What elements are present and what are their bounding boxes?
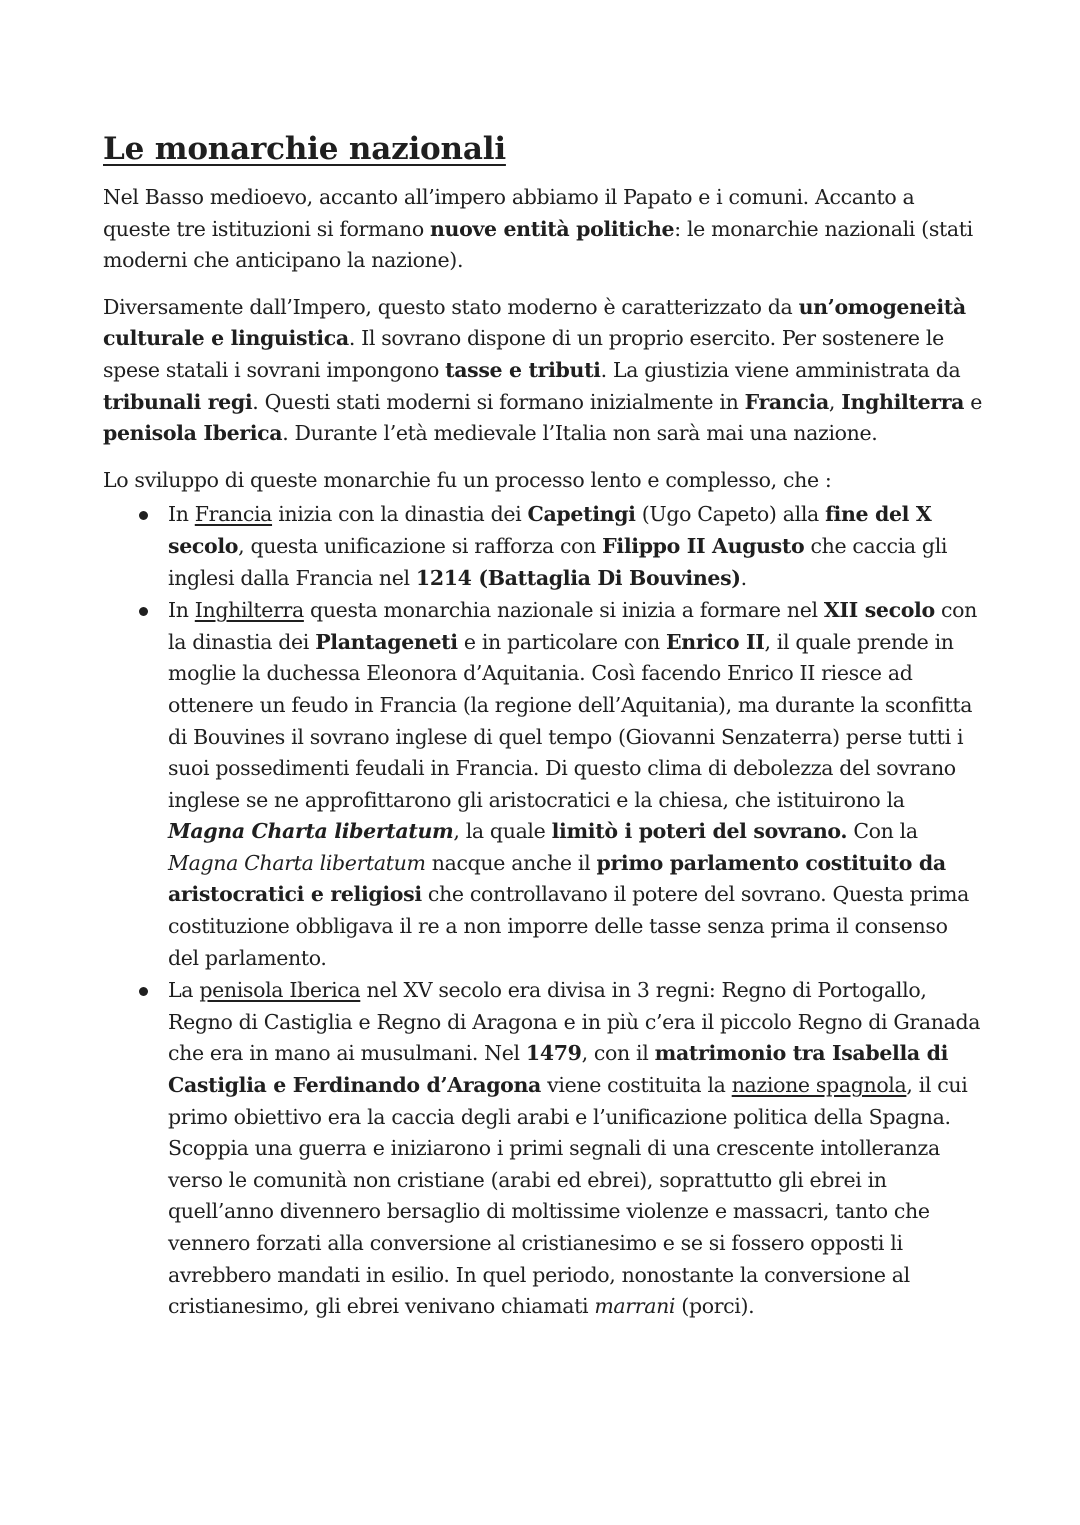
italic-term: marrani bbox=[594, 1294, 676, 1319]
underlined-term: nazione spagnola bbox=[731, 1073, 907, 1098]
bold-italic-term: Magna Charta libertatum bbox=[168, 819, 454, 844]
bullet-icon bbox=[139, 987, 148, 996]
bold-term: primo parlamento costituito da aristocratici e religiosi bbox=[168, 850, 946, 907]
state-paragraph: Diversamente dall’Impero, questo stato moderno è caratterizzato da un’omogeneità culturale e linguistica. Il sovrano dispone di un proprio esercito. Per sostenere le spese statali i sovrani impongono tasse e tributi. La giustizia viene amministrata da tribunali regi. Questi stati moderni si formano inizialmente in Francia, Inghilterra e penisola Iberica. Durante l’età medievale l’Italia non sarà mai una nazione. bbox=[103, 294, 983, 446]
bold-term: Inghilterra bbox=[841, 389, 965, 414]
bold-term: fine del X secolo bbox=[168, 502, 932, 558]
bold-term: Filippo II Augusto bbox=[602, 533, 805, 558]
bullet-icon bbox=[139, 607, 148, 616]
document-page bbox=[103, 128, 983, 1324]
page-title: Le monarchie nazionali bbox=[103, 131, 506, 167]
bold-term bbox=[168, 819, 453, 843]
development-paragraph: Lo sviluppo di queste monarchie fu un processo lento e complesso, che : bbox=[103, 467, 832, 492]
list-item-iberica: La penisola Iberica nel XV secolo era divisa in 3 regni: Regno di Portogallo, Regno di Castiglia e Regno di Aragona e in più c’era il piccolo Regno di Granada che era in mano ai musulmani. Nel 1479, con il matrimonio tra Isabella di Castiglia e Ferdinando d’Aragona viene costituita la nazione spagnola, il cui primo obiettivo era la caccia degli arabi e l’unificazione politica della Spagna. Scoppia una guerra e iniziarono i primi segnali di una crescente intolleranza verso le comunità non cristiane (arabi ed ebrei), soprattutto gli ebrei in quell’anno divennero bersaglio di moltissime violenze e massacri, tanto che vennero forzati alla conversione al cristianesimo e se si fossero opposti li avrebbero mandati in esilio. In quel periodo, nonostante la conversione al cristianesimo, gli ebrei venivano chiamati marrani (porci). bbox=[103, 975, 983, 1323]
monarchies-list bbox=[103, 499, 983, 1322]
list-item-inghilterra: In Inghilterra questa monarchia nazionale si inizia a formare nel XII secolo con la dinastia dei Plantageneti e in particolare con Enrico II, il quale prende in moglie la duchessa Eleonora d’Aquitania. Così facendo Enrico II riesce ad ottenere un feudo in Francia (la regione dell’Aquitania), ma durante la sconfitta di Bouvines il sovrano inglese di quel tempo (Giovanni Senzaterra) perse tutti i suoi possedimenti feudali in Francia. Di questo clima di debolezza del sovrano inglese se ne approfittarono gli aristocratici e la chiesa, che istituirono la Magna Charta libertatum, la quale limitò i poteri del sovrano. Con la Magna Charta libertatum nacque anche il primo parlamento costituito da aristocratici e religiosi che controllavano il potere del sovrano. Questa prima costituzione obbligava il re a non imporre delle tasse senza prima il consenso del parlamento. bbox=[103, 595, 983, 974]
bold-term: penisola Iberica bbox=[103, 421, 283, 446]
bold-term: nuove entità politiche bbox=[429, 216, 675, 241]
bold-term: Capetingi bbox=[527, 502, 636, 527]
bold-term: 1479 bbox=[525, 1041, 582, 1066]
bold-term: Enrico II bbox=[666, 629, 765, 654]
underlined-term: Inghilterra bbox=[194, 598, 304, 623]
bold-term: 1214 (Battaglia Di Bouvines) bbox=[415, 565, 741, 590]
bold-term: limitò i poteri del sovrano. bbox=[551, 819, 848, 844]
bold-term: tasse e tributi bbox=[445, 357, 601, 382]
bold-term: XII secolo bbox=[823, 598, 935, 623]
bold-term: tribunali regi bbox=[103, 389, 253, 414]
bold-term: matrimonio tra Isabella di Castiglia e Ferdinando d’Aragona bbox=[168, 1041, 949, 1098]
bold-term: Francia bbox=[744, 389, 829, 414]
bold-term: un’omogeneità culturale e linguistica bbox=[103, 294, 966, 351]
underlined-term: Francia bbox=[194, 502, 273, 527]
intro-paragraph: Nel Basso medioevo, accanto all’impero abbiamo il Papato e i comuni. Accanto a queste tre istituzioni si formano nuove entità politiche: le monarchie nazionali (stati moderni che anticipano la nazione). bbox=[103, 185, 973, 273]
underlined-term: penisola Iberica bbox=[199, 978, 361, 1003]
bullet-icon bbox=[139, 511, 148, 520]
bold-term: Plantageneti bbox=[315, 629, 458, 654]
italic-term: Magna Charta libertatum bbox=[168, 850, 426, 875]
list-item-francia: In Francia inizia con la dinastia dei Capetingi (Ugo Capeto) alla fine del X secolo, questa unificazione si rafforza con Filippo II Augusto che caccia gli inglesi dalla Francia nel 1214 (Battaglia Di Bouvines). bbox=[103, 499, 983, 594]
